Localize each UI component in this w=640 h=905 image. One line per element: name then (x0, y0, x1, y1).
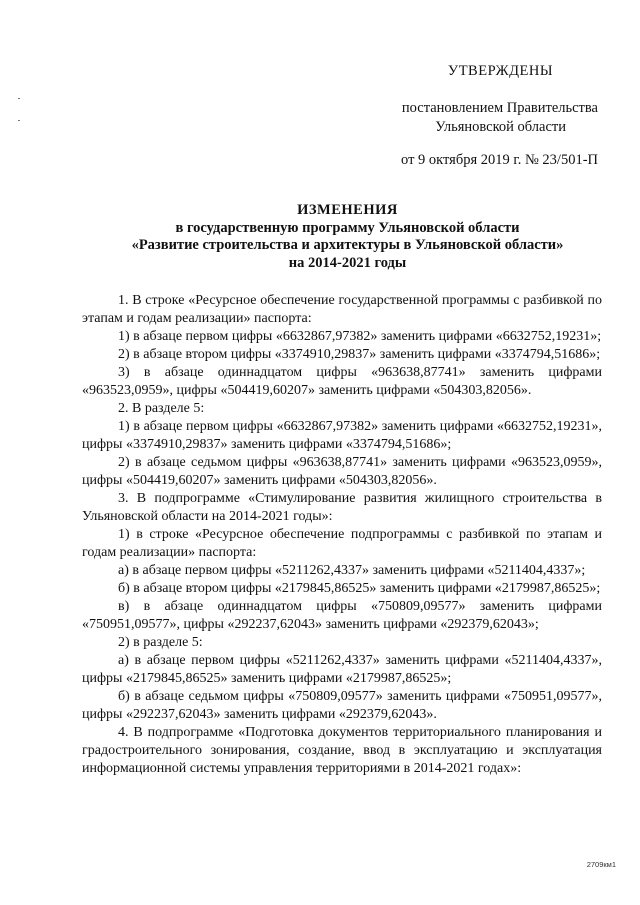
title-line-3: на 2014-2021 годы (288, 254, 407, 271)
paragraph-1-2: 2) в абзаце втором цифры «3374910,29837» заменить цифрами «3374794,51686»; (118, 347, 601, 362)
document-code: 2709км1 (586, 860, 616, 869)
paragraph-3-1-a: а) в абзаце первом цифры «5211262,4337» заменить цифрами «5211404,4337»; (118, 563, 586, 578)
title-main: ИЗМЕНЕНИЯ (297, 202, 398, 218)
scan-speck (18, 120, 20, 121)
paragraph-3-1-c: в) в абзаце одиннадцатом цифры «750809,09577» заменить цифрами «750951,09577», цифры «292237,62043» заменить цифрами «292379,62043»; (82, 599, 602, 632)
paragraph-3-2-a: а) в абзаце первом цифры «5211262,4337» заменить цифрами «5211404,4337», цифры «2179845,86525» заменить цифрами «2179987,86525»; (82, 653, 602, 686)
paragraph-1: 1. В строке «Ресурсное обеспечение государственной программы с разбивкой по этапам и годам реализации» паспорта: (82, 293, 602, 326)
paragraph-3-1: 1) в строке «Ресурсное обеспечение подпрограммы с разбивкой по этапам и годам реализации» паспорта: (82, 527, 602, 560)
title-line-1: в государственную программу Ульяновской области (175, 219, 520, 236)
document-title (70, 202, 625, 272)
approval-decree-line-1: постановлением Правительства (401, 100, 598, 116)
approval-stamp (348, 62, 598, 170)
scan-speck (18, 98, 20, 99)
approval-decree-line-2: Ульяновской области (435, 119, 566, 135)
document-body (82, 292, 602, 778)
paragraph-2-1: 1) в абзаце первом цифры «6632867,97382» заменить цифрами «6632752,19231», цифры «3374910,29837» заменить цифрами «3374794,51686»; (82, 419, 602, 452)
paragraph-3-2: 2) в разделе 5: (118, 635, 203, 650)
approval-date-number: от 9 октября 2019 г. № 23/501-П (401, 152, 598, 168)
paragraph-1-1: 1) в абзаце первом цифры «6632867,97382» заменить цифрами «6632752,19231»; (118, 329, 602, 344)
paragraph-3-1-b: б) в абзаце втором цифры «2179845,86525» заменить цифрами «2179987,86525»; (118, 581, 601, 596)
paragraph-3-2-b: б) в абзаце седьмом цифры «750809,09577» заменить цифрами «750951,09577», цифры «292237,62043» заменить цифрами «292379,62043». (82, 689, 602, 722)
paragraph-1-3: 3) в абзаце одиннадцатом цифры «963638,87741» заменить цифрами «963523,0959», цифры «504419,60207» заменить цифрами «504303,82056». (82, 365, 602, 398)
paragraph-4: 4. В подпрограмме «Подготовка документов территориального планирования и градостроительного зонирования, создание, ввод в эксплуатацию и эксплуатация информационной системы управления территориями в 2014-2021 годах»: (82, 725, 602, 776)
paragraph-2: 2. В разделе 5: (118, 401, 205, 416)
title-line-2: «Развитие строительства и архитектуры в Ульяновской области» (131, 237, 564, 253)
approval-heading: УТВЕРЖДЕНЫ (447, 63, 553, 79)
paragraph-2-2: 2) в абзаце седьмом цифры «963638,87741» заменить цифрами «963523,0959», цифры «504419,60207» заменить цифрами «504303,82056». (82, 455, 602, 488)
paragraph-3: 3. В подпрограмме «Стимулирование развития жилищного строительства в Ульяновской области на 2014-2021 годы»: (82, 491, 602, 524)
